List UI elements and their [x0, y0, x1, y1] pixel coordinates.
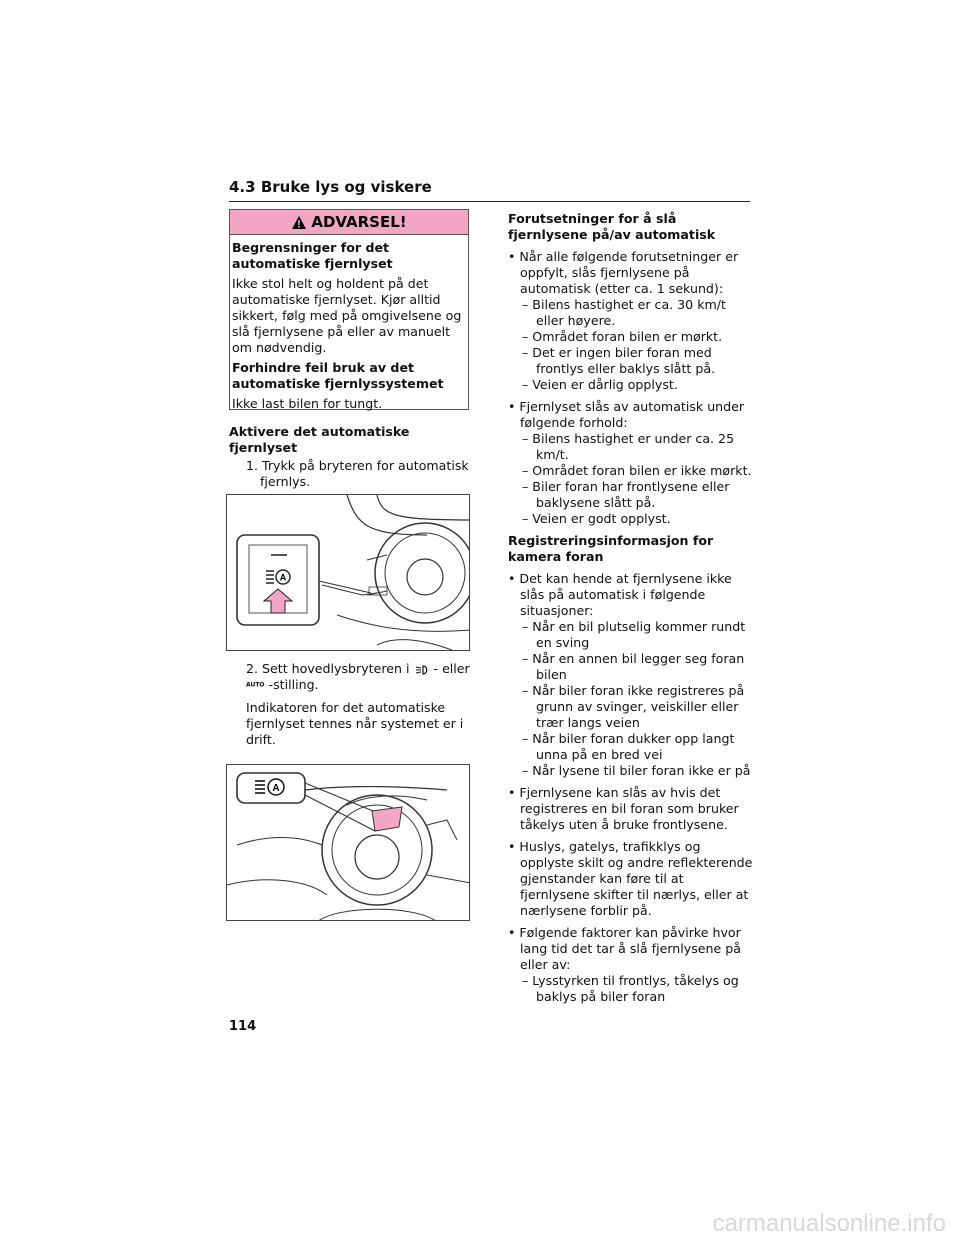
- bullet-3-dash-4: – Når biler foran dukker opp langt unna på en bred vei: [522, 731, 735, 762]
- left-heading: Aktivere det automatiske fjernlyset: [229, 424, 410, 455]
- bullet-1-dash-3: – Det er ingen biler foran med frontlys eller baklys slått på.: [522, 345, 716, 376]
- indicator-illustration: [227, 765, 470, 921]
- bullet-5: • Huslys, gatelys, trafikklys og opplyste skilt og andre reflekterende gjenstander kan føre til at fjernlysene skifter til nærlys, eller at nærlysene forblir på.: [508, 839, 753, 918]
- svg-text:A: A: [272, 783, 280, 794]
- figure-indicator: [226, 764, 470, 921]
- section-title: Bruke lys og viskere: [260, 178, 432, 196]
- step-2-line2: [229, 677, 474, 694]
- warning-title: ADVARSEL!: [311, 213, 407, 231]
- bullet-6: • Følgende faktorer kan påvirke hvor lang tid det tar å slå fjernlysene på eller av:: [508, 925, 741, 972]
- bullet-3-dash-5: – Når lysene til biler foran ikke er på: [522, 763, 751, 778]
- bullet-3: • Det kan hende at fjernlysene ikke slås på automatisk i følgende situasjoner:: [508, 571, 732, 618]
- page-number: 114: [229, 1019, 257, 1034]
- right-heading-2: Registreringsinformasjon for kamera foran: [508, 533, 714, 564]
- bullet-3-dash-2: – Når en annen bil legger seg foran bilen: [522, 651, 745, 682]
- bullet-1-dash-2: – Området foran bilen er mørkt.: [522, 329, 723, 344]
- warning-triangle-icon: [291, 215, 307, 230]
- figure-switch: [226, 494, 470, 651]
- warning-text-1: Ikke stol helt og holdent på det automatiske fjernlyset. Kjør alltid sikkert, følg med på omgivelsene og slå fjernlysene på eller av manuelt om nødvendig.: [232, 276, 462, 355]
- section-number: 4.3: [229, 178, 256, 196]
- bullet-2: • Fjernlyset slås av automatisk under følgende forhold:: [508, 399, 745, 430]
- warning-text-2: Ikke last bilen for tungt.: [232, 396, 383, 411]
- bullet-3-dash-1: – Når en bil plutselig kommer rundt en sving: [522, 619, 746, 650]
- warning-header: [230, 210, 468, 235]
- warning-subheading-2: Forhindre feil bruk av det automatiske fjernlyssystemet: [232, 360, 444, 391]
- bullet-4: • Fjernlysene kan slås av hvis det registreres en bil foran som bruker tåkelys uten å bruke frontlysene.: [508, 785, 739, 832]
- auto-icon: AUTO: [246, 681, 265, 689]
- step-2-text-a: 2. Sett hovedlysbryteren i: [246, 661, 410, 676]
- watermark: carmanualsonline.info: [712, 1210, 946, 1237]
- step-2-text-b: - eller: [433, 661, 470, 676]
- bullet-6-dash-1: – Lysstyrken til frontlys, tåkelys og baklys på biler foran: [522, 973, 739, 1004]
- step-2-text-c: -stilling.: [268, 677, 319, 692]
- bullet-1-dash-4: – Veien er dårlig opplyst.: [522, 377, 678, 392]
- bullet-2-dash-2: – Området foran bilen er ikke mørkt.: [522, 463, 752, 478]
- bullet-1: • Når alle følgende forutsetninger er oppfylt, slås fjernlysene på automatisk (etter ca. 1 sekund):: [508, 249, 739, 296]
- step-2-note: Indikatoren for det automatiske fjernlyset tennes når systemet er i drift.: [246, 699, 464, 747]
- bullet-3-dash-3: – Når biler foran ikke registreres på grunn av svinger, veiskiller eller trær langs veien: [522, 683, 745, 730]
- bullet-1-dash-1: – Bilens hastighet er ca. 30 km/t eller høyere.: [522, 297, 726, 328]
- warning-box: [229, 209, 469, 410]
- headlight-icon: [414, 664, 430, 676]
- bullet-2-dash-1: – Bilens hastighet er under ca. 25 km/t.: [522, 431, 735, 462]
- bullet-2-dash-4: – Veien er godt opplyst.: [522, 511, 671, 526]
- step-2: [229, 661, 474, 677]
- step-1: 1. Trykk på bryteren for automatisk fjernlys.: [246, 458, 469, 489]
- warning-subheading-1: Begrensninger for det automatiske fjernlyset: [232, 240, 393, 271]
- bullet-2-dash-3: – Biler foran har frontlysene eller baklysene slått på.: [522, 479, 730, 510]
- right-heading-1: Forutsetninger for å slå fjernlysene på/av automatisk: [508, 211, 716, 242]
- svg-text:A: A: [279, 572, 287, 583]
- section-header: [229, 178, 750, 202]
- switch-illustration: [227, 495, 470, 651]
